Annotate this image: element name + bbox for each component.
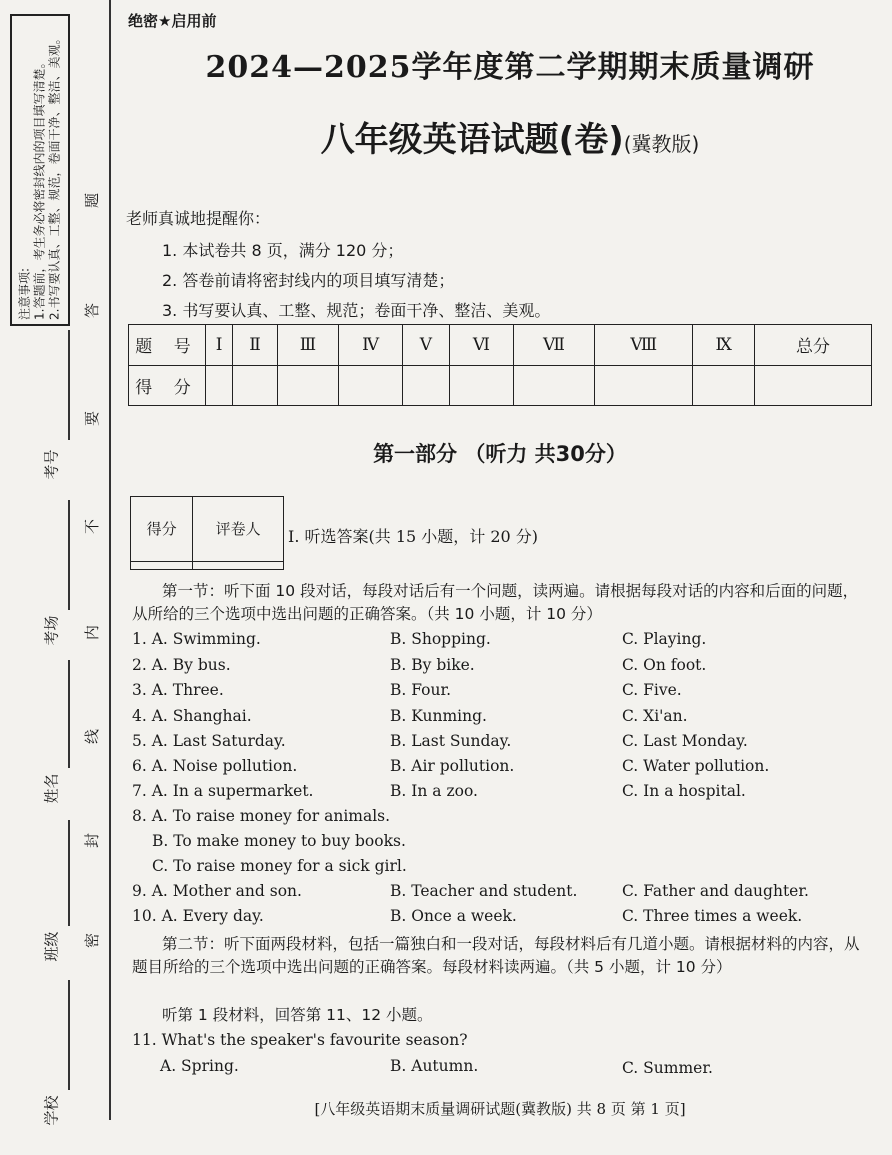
confidential-mark: 绝密★启用前: [128, 12, 217, 30]
q5-option-b: B. Last Sunday.: [390, 732, 512, 750]
section-1-title: Ⅰ. 听选答案(共 15 小题，计 20 分): [288, 527, 539, 546]
seal-char-3: 要: [83, 410, 102, 427]
score-cell[interactable]: [513, 365, 594, 406]
q6-option-a: 6. A. Noise pollution.: [132, 757, 298, 775]
notice-line-1: 1.答题前，考生务必将密封线内的项目填写清楚。: [32, 56, 47, 320]
reminder-rule-3: 3. 书写要认真、工整、规范；卷面干净、整洁、美观。: [162, 301, 551, 320]
score-col-5: Ⅴ: [402, 325, 449, 366]
exam-title: 2024—2025学年度第二学期期末质量调研: [205, 50, 815, 85]
q4-option-a: 4. A. Shanghai.: [132, 707, 252, 725]
question-number-label: 题 号: [129, 325, 206, 366]
q10-option-a: 10. A. Every day.: [132, 907, 264, 925]
q9-option-b: B. Teacher and student.: [390, 882, 578, 900]
q4-option-c: C. Xi'an.: [622, 707, 688, 725]
seal-char-4: 不: [83, 518, 102, 535]
notice-line-2: 2.书写要认真、工整、规范，卷面干净、整洁、美观。: [47, 32, 62, 320]
seal-char-7: 封: [83, 832, 102, 849]
grader-name-cell[interactable]: [193, 561, 284, 569]
notice-box: [10, 14, 70, 326]
score-col-6: Ⅵ: [449, 325, 513, 366]
q6-option-b: B. Air pollution.: [390, 757, 515, 775]
total-score-cell[interactable]: [755, 365, 872, 406]
section-1-instruction-text: 第一节：听下面 10 段对话，每段对话后有一个问题，读两遍。请根据每段对话的内容和后面的问题，从所给的三个选项中选出问题的正确答案。（共 10 小题，计 10 分）: [132, 582, 859, 623]
q7-option-b: B. In a zoo.: [390, 782, 478, 800]
exam-room-label: 考场: [42, 615, 61, 646]
grader-score-cell[interactable]: [131, 561, 193, 569]
score-col-3: Ⅲ: [277, 325, 339, 366]
grader-score-label: 得分: [131, 497, 193, 562]
q8-option-b: B. To make money to buy books.: [152, 832, 406, 850]
q2-option-a: 2. A. By bus.: [132, 656, 231, 674]
seal-char-8: 密: [83, 932, 102, 949]
exam-number-label: 考号: [42, 449, 61, 480]
class-field[interactable]: [68, 820, 70, 926]
grader-table: [130, 496, 284, 570]
seal-line: [109, 0, 111, 1120]
score-col-4: Ⅳ: [339, 325, 403, 366]
q1-option-a: 1. A. Swimming.: [132, 630, 261, 648]
q3-option-a: 3. A. Three.: [132, 681, 224, 699]
q11-option-c: C. Summer.: [622, 1059, 713, 1077]
class-label: 班级: [42, 931, 61, 962]
q2-option-b: B. By bike.: [390, 656, 475, 674]
page-footer: [八年级英语期末质量调研试题(冀教版) 共 8 页 第 1 页]: [314, 1100, 686, 1118]
q1-option-c: C. Playing.: [622, 630, 707, 648]
school-label: 学校: [42, 1095, 61, 1126]
q8-option-c: C. To raise money for a sick girl.: [152, 857, 407, 875]
score-cell[interactable]: [206, 365, 233, 406]
q9-option-c: C. Father and daughter.: [622, 882, 809, 900]
seal-char-5: 内: [83, 624, 102, 641]
score-table-score-row: [129, 365, 872, 406]
section-1-instruction: [132, 580, 872, 626]
material-1-note: 听第 1 段材料，回答第 11、12 小题。: [162, 1006, 433, 1024]
score-cell[interactable]: [595, 365, 693, 406]
q11-option-b: B. Autumn.: [390, 1057, 479, 1075]
q2-option-c: C. On foot.: [622, 656, 707, 674]
score-col-1: Ⅰ: [206, 325, 233, 366]
score-label: 得 分: [129, 365, 206, 406]
seal-char-2: 答: [83, 302, 102, 319]
q10-option-b: B. Once a week.: [390, 907, 517, 925]
score-cell[interactable]: [402, 365, 449, 406]
total-label: 总分: [755, 325, 872, 366]
q7-option-c: C. In a hospital.: [622, 782, 746, 800]
part-title: 第一部分 （听力 共30分）: [373, 442, 627, 466]
q4-option-b: B. Kunming.: [390, 707, 487, 725]
section-2-instruction: [132, 933, 872, 979]
name-label: 姓名: [42, 773, 61, 804]
score-cell[interactable]: [339, 365, 403, 406]
subject-title: 八年级英语试题(卷): [320, 120, 624, 160]
q3-option-c: C. Five.: [622, 681, 682, 699]
exam-number-field[interactable]: [68, 330, 70, 440]
exam-room-field[interactable]: [68, 500, 70, 610]
score-col-2: Ⅱ: [233, 325, 277, 366]
q1-option-b: B. Shopping.: [390, 630, 491, 648]
q11-stem: 11. What's the speaker's favourite season?: [132, 1031, 468, 1049]
q5-option-c: C. Last Monday.: [622, 732, 748, 750]
q3-option-b: B. Four.: [390, 681, 452, 699]
q11-option-a: A. Spring.: [160, 1057, 239, 1075]
reminder-rule-1: 1. 本试卷共 8 页，满分 120 分；: [162, 241, 404, 260]
score-cell[interactable]: [233, 365, 277, 406]
notice-text: [18, 20, 63, 320]
seal-char-1: 题: [83, 192, 102, 209]
score-col-8: Ⅷ: [595, 325, 693, 366]
notice-title: 注意事项:: [17, 267, 32, 320]
score-cell[interactable]: [277, 365, 339, 406]
score-table-header-row: [129, 325, 872, 366]
score-cell[interactable]: [449, 365, 513, 406]
score-col-7: Ⅶ: [513, 325, 594, 366]
school-field[interactable]: [68, 980, 70, 1090]
score-col-9: Ⅸ: [693, 325, 755, 366]
edition-label: (冀教版): [623, 132, 700, 156]
q7-option-a: 7. A. In a supermarket.: [132, 782, 314, 800]
section-2-instruction-text: 第二节：听下面两段材料，包括一篇独白和一段对话，每段材料后有几道小题。请根据材料的内容，从题目所给的三个选项中选出问题的正确答案。每段材料读两遍。（共 5 小题，计 10 分）: [132, 935, 860, 976]
name-field[interactable]: [68, 660, 70, 768]
q8-option-a: 8. A. To raise money for animals.: [132, 807, 391, 825]
reminder-intro: 老师真诚地提醒你：: [126, 209, 271, 228]
score-cell[interactable]: [693, 365, 755, 406]
score-table: [128, 324, 872, 406]
grader-name-label: 评卷人: [193, 497, 284, 562]
q9-option-a: 9. A. Mother and son.: [132, 882, 302, 900]
exam-subtitle: [130, 112, 890, 161]
q5-option-a: 5. A. Last Saturday.: [132, 732, 286, 750]
reminder-rule-2: 2. 答卷前请将密封线内的项目填写清楚；: [162, 271, 455, 290]
seal-char-6: 线: [83, 728, 102, 745]
q10-option-c: C. Three times a week.: [622, 907, 803, 925]
q6-option-c: C. Water pollution.: [622, 757, 770, 775]
